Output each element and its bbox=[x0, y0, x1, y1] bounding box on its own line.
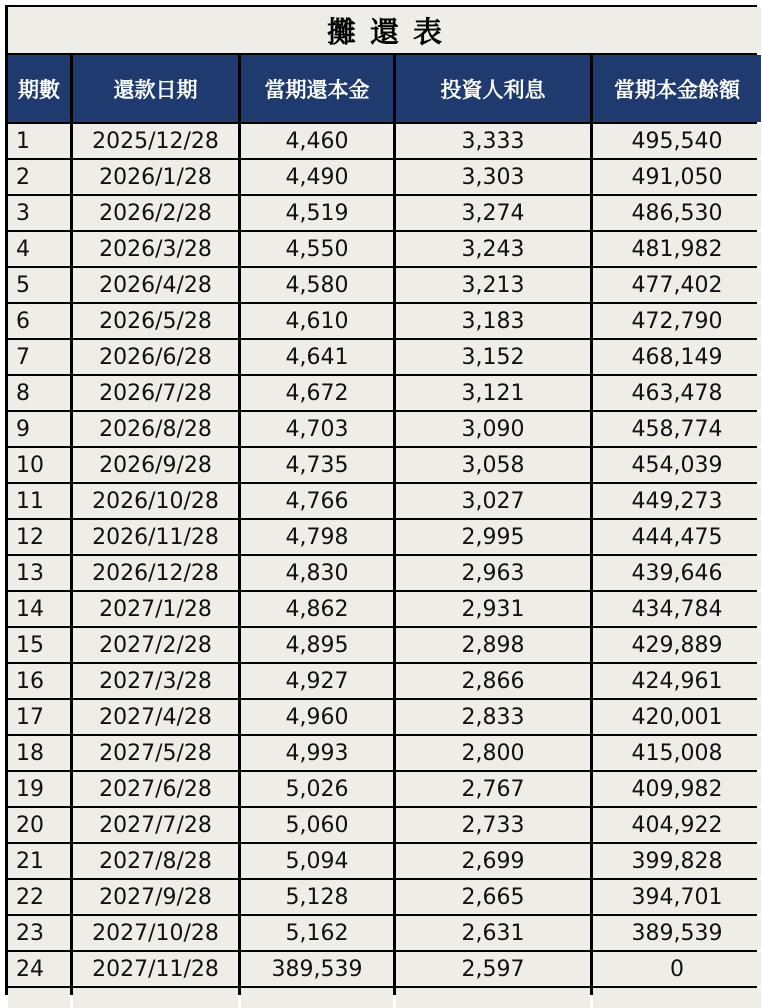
balance-cell: 477,402 bbox=[593, 268, 761, 302]
principal-cell: 4,927 bbox=[241, 664, 393, 698]
interest-cell: 3,303 bbox=[396, 160, 590, 194]
interest-cell: 2,665 bbox=[396, 880, 590, 914]
principal-cell: 4,580 bbox=[241, 268, 393, 302]
interest-cell: 2,931 bbox=[396, 592, 590, 626]
period-cell: 13 bbox=[8, 556, 70, 590]
principal-cell: 4,993 bbox=[241, 736, 393, 770]
date-cell: 2027/6/28 bbox=[73, 772, 238, 806]
balance-cell: 415,008 bbox=[593, 736, 761, 770]
interest-cell: 2,800 bbox=[396, 736, 590, 770]
interest-cell: 2,767 bbox=[396, 772, 590, 806]
period-cell: 23 bbox=[8, 916, 70, 950]
balance-cell: 454,039 bbox=[593, 448, 761, 482]
balance-cell: 439,646 bbox=[593, 556, 761, 590]
balance-cell: 389,539 bbox=[593, 916, 761, 950]
principal-cell: 4,641 bbox=[241, 340, 393, 374]
principal-cell: 5,060 bbox=[241, 808, 393, 842]
date-cell: 2026/3/28 bbox=[73, 232, 238, 266]
date-cell: 2026/6/28 bbox=[73, 340, 238, 374]
date-cell: 2026/1/28 bbox=[73, 160, 238, 194]
date-cell: 2025/12/28 bbox=[73, 124, 238, 158]
balance-cell: 409,982 bbox=[593, 772, 761, 806]
header-period: 期數 bbox=[8, 55, 70, 122]
balance-cell: 486,530 bbox=[593, 196, 761, 230]
principal-cell: 4,672 bbox=[241, 376, 393, 410]
next-row-partial bbox=[8, 988, 70, 1008]
header-principal-repaid: 當期還本金 bbox=[241, 55, 393, 122]
period-cell: 20 bbox=[8, 808, 70, 842]
principal-cell: 4,519 bbox=[241, 196, 393, 230]
principal-cell: 4,766 bbox=[241, 484, 393, 518]
balance-cell: 394,701 bbox=[593, 880, 761, 914]
date-cell: 2026/11/28 bbox=[73, 520, 238, 554]
period-cell: 16 bbox=[8, 664, 70, 698]
date-cell: 2026/8/28 bbox=[73, 412, 238, 446]
date-cell: 2026/7/28 bbox=[73, 376, 238, 410]
interest-cell: 2,995 bbox=[396, 520, 590, 554]
principal-cell: 4,735 bbox=[241, 448, 393, 482]
period-cell: 11 bbox=[8, 484, 70, 518]
balance-cell: 463,478 bbox=[593, 376, 761, 410]
principal-cell: 4,798 bbox=[241, 520, 393, 554]
date-cell: 2027/3/28 bbox=[73, 664, 238, 698]
next-row-partial bbox=[593, 988, 761, 1008]
interest-cell: 2,733 bbox=[396, 808, 590, 842]
date-cell: 2027/10/28 bbox=[73, 916, 238, 950]
principal-cell: 4,862 bbox=[241, 592, 393, 626]
principal-cell: 4,830 bbox=[241, 556, 393, 590]
period-cell: 1 bbox=[8, 124, 70, 158]
interest-cell: 3,213 bbox=[396, 268, 590, 302]
interest-cell: 2,833 bbox=[396, 700, 590, 734]
interest-cell: 3,152 bbox=[396, 340, 590, 374]
date-cell: 2026/10/28 bbox=[73, 484, 238, 518]
balance-cell: 481,982 bbox=[593, 232, 761, 266]
date-cell: 2027/11/28 bbox=[73, 952, 238, 986]
principal-cell: 4,490 bbox=[241, 160, 393, 194]
interest-cell: 3,183 bbox=[396, 304, 590, 338]
next-row-partial bbox=[73, 988, 238, 1008]
principal-cell: 4,895 bbox=[241, 628, 393, 662]
balance-cell: 0 bbox=[593, 952, 761, 986]
date-cell: 2026/5/28 bbox=[73, 304, 238, 338]
balance-cell: 468,149 bbox=[593, 340, 761, 374]
period-cell: 8 bbox=[8, 376, 70, 410]
interest-cell: 3,274 bbox=[396, 196, 590, 230]
balance-cell: 449,273 bbox=[593, 484, 761, 518]
period-cell: 6 bbox=[8, 304, 70, 338]
period-cell: 17 bbox=[8, 700, 70, 734]
interest-cell: 2,898 bbox=[396, 628, 590, 662]
period-cell: 21 bbox=[8, 844, 70, 878]
balance-cell: 404,922 bbox=[593, 808, 761, 842]
principal-cell: 4,610 bbox=[241, 304, 393, 338]
balance-cell: 472,790 bbox=[593, 304, 761, 338]
interest-cell: 3,027 bbox=[396, 484, 590, 518]
period-cell: 22 bbox=[8, 880, 70, 914]
balance-cell: 491,050 bbox=[593, 160, 761, 194]
header-principal-balance: 當期本金餘額 bbox=[593, 55, 761, 122]
date-cell: 2027/9/28 bbox=[73, 880, 238, 914]
principal-cell: 4,960 bbox=[241, 700, 393, 734]
principal-cell: 5,026 bbox=[241, 772, 393, 806]
interest-cell: 3,243 bbox=[396, 232, 590, 266]
interest-cell: 2,631 bbox=[396, 916, 590, 950]
interest-cell: 3,058 bbox=[396, 448, 590, 482]
balance-cell: 434,784 bbox=[593, 592, 761, 626]
interest-cell: 3,333 bbox=[396, 124, 590, 158]
principal-cell: 389,539 bbox=[241, 952, 393, 986]
next-row-partial bbox=[396, 988, 590, 1008]
principal-cell: 4,703 bbox=[241, 412, 393, 446]
date-cell: 2026/9/28 bbox=[73, 448, 238, 482]
period-cell: 14 bbox=[8, 592, 70, 626]
period-cell: 12 bbox=[8, 520, 70, 554]
header-repayment-date: 還款日期 bbox=[73, 55, 238, 122]
date-cell: 2027/1/28 bbox=[73, 592, 238, 626]
balance-cell: 458,774 bbox=[593, 412, 761, 446]
period-cell: 4 bbox=[8, 232, 70, 266]
principal-cell: 5,162 bbox=[241, 916, 393, 950]
balance-cell: 420,001 bbox=[593, 700, 761, 734]
date-cell: 2027/7/28 bbox=[73, 808, 238, 842]
principal-cell: 4,460 bbox=[241, 124, 393, 158]
date-cell: 2027/8/28 bbox=[73, 844, 238, 878]
period-cell: 15 bbox=[8, 628, 70, 662]
interest-cell: 2,963 bbox=[396, 556, 590, 590]
period-cell: 19 bbox=[8, 772, 70, 806]
interest-cell: 3,121 bbox=[396, 376, 590, 410]
balance-cell: 429,889 bbox=[593, 628, 761, 662]
period-cell: 9 bbox=[8, 412, 70, 446]
interest-cell: 2,597 bbox=[396, 952, 590, 986]
period-cell: 5 bbox=[8, 268, 70, 302]
date-cell: 2026/2/28 bbox=[73, 196, 238, 230]
period-cell: 2 bbox=[8, 160, 70, 194]
period-cell: 7 bbox=[8, 340, 70, 374]
period-cell: 3 bbox=[8, 196, 70, 230]
period-cell: 24 bbox=[8, 952, 70, 986]
date-cell: 2026/12/28 bbox=[73, 556, 238, 590]
principal-cell: 5,094 bbox=[241, 844, 393, 878]
next-row-partial bbox=[241, 988, 393, 1008]
balance-cell: 424,961 bbox=[593, 664, 761, 698]
date-cell: 2027/2/28 bbox=[73, 628, 238, 662]
principal-cell: 4,550 bbox=[241, 232, 393, 266]
principal-cell: 5,128 bbox=[241, 880, 393, 914]
period-cell: 18 bbox=[8, 736, 70, 770]
amortization-table bbox=[5, 5, 757, 995]
date-cell: 2027/4/28 bbox=[73, 700, 238, 734]
table-title: 攤還表 bbox=[8, 7, 761, 53]
date-cell: 2027/5/28 bbox=[73, 736, 238, 770]
balance-cell: 444,475 bbox=[593, 520, 761, 554]
balance-cell: 495,540 bbox=[593, 124, 761, 158]
date-cell: 2026/4/28 bbox=[73, 268, 238, 302]
interest-cell: 3,090 bbox=[396, 412, 590, 446]
balance-cell: 399,828 bbox=[593, 844, 761, 878]
interest-cell: 2,866 bbox=[396, 664, 590, 698]
header-investor-interest: 投資人利息 bbox=[396, 55, 590, 122]
interest-cell: 2,699 bbox=[396, 844, 590, 878]
period-cell: 10 bbox=[8, 448, 70, 482]
